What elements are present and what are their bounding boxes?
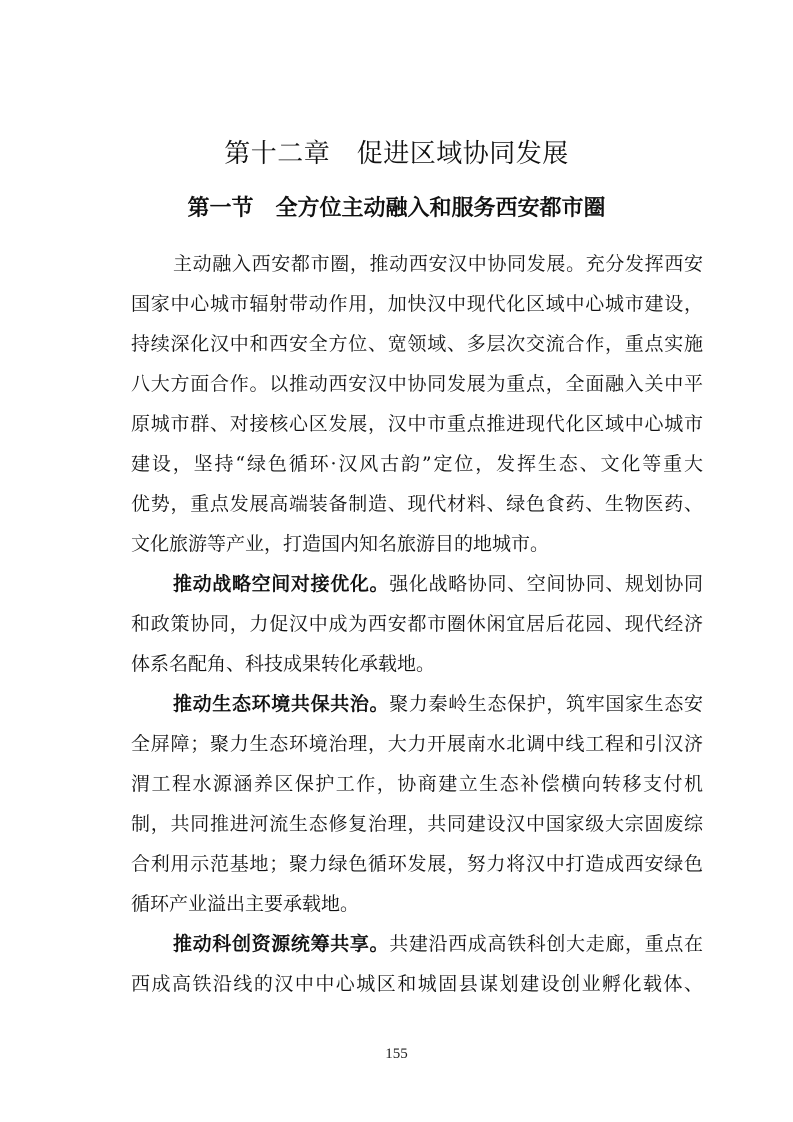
paragraph-line: 渭工程水源涵养区保护工作，协商建立生态补偿横向转移支付机 (131, 773, 703, 795)
paragraph-line: 制，共同推进河流生态修复治理，共同建设汉中国家级大宗固废综 (131, 813, 703, 835)
paragraph-line: 合利用示范基地；聚力绿色循环发展，努力将汉中打造成西安绿色 (131, 853, 703, 875)
paragraph-line: 建设，坚持“绿色循环·汉风古韵”定位，发挥生态、文化等重大 (131, 453, 703, 475)
paragraph-first-rest: 共建沿西成高铁科创大走廊，重点在 (389, 933, 703, 955)
paragraph-line: 文化旅游等产业，打造国内知名旅游目的地城市。 (131, 533, 550, 555)
paragraph-line: 西成高铁沿线的汉中中心城区和城固县谋划建设创业孵化载体、 (131, 973, 703, 995)
paragraph-line: 优势，重点发展高端装备制造、现代材料、绿色食药、生物医药、 (131, 493, 703, 515)
paragraph-line: 八大方面合作。以推动西安汉中协同发展为重点，全面融入关中平 (131, 373, 703, 395)
paragraph-first-line (131, 924, 703, 964)
chapter-title: 第十二章 促进区域协同发展 (224, 139, 569, 169)
paragraph-first-rest: 强化战略协同、空间协同、规划协同 (389, 573, 703, 595)
paragraph-line: 体系名配角、科技成果转化承载地。 (131, 653, 436, 675)
paragraph-lead: 推动战略空间对接优化。 (173, 573, 390, 595)
paragraph-first-line (131, 564, 703, 604)
paragraph-line: 持续深化汉中和西安全方位、宽领域、多层次交流合作，重点实施 (131, 333, 703, 355)
paragraph-line: 和政策协同，力促汉中成为西安都市圈休闲宜居后花园、现代经济 (131, 613, 703, 635)
paragraph-lead: 推动科创资源统筹共享。 (173, 933, 390, 955)
paragraph-first-line (131, 684, 703, 724)
body-text (131, 244, 703, 1004)
paragraph-line: 原城市群、对接核心区发展，汉中市重点推进现代化区域中心城市 (131, 413, 703, 435)
paragraph-line: 循环产业溢出主要承载地。 (131, 893, 360, 915)
section-title: 第一节 全方位主动融入和服务西安都市圈 (187, 195, 606, 221)
paragraph-lead: 推动生态环境共保共治。 (173, 693, 390, 715)
paragraph-line: 主动融入西安都市圈，推动西安汉中协同发展。充分发挥西安 (173, 253, 703, 275)
paragraph-first-rest: 聚力秦岭生态保护，筑牢国家生态安 (389, 693, 703, 715)
paragraph-line: 全屏障；聚力生态环境治理，大力开展南水北调中线工程和引汉济 (131, 733, 703, 755)
page-number: 155 (385, 1046, 408, 1062)
paragraph-line: 国家中心城市辐射带动作用，加快汉中现代化区域中心城市建设， (131, 293, 703, 315)
